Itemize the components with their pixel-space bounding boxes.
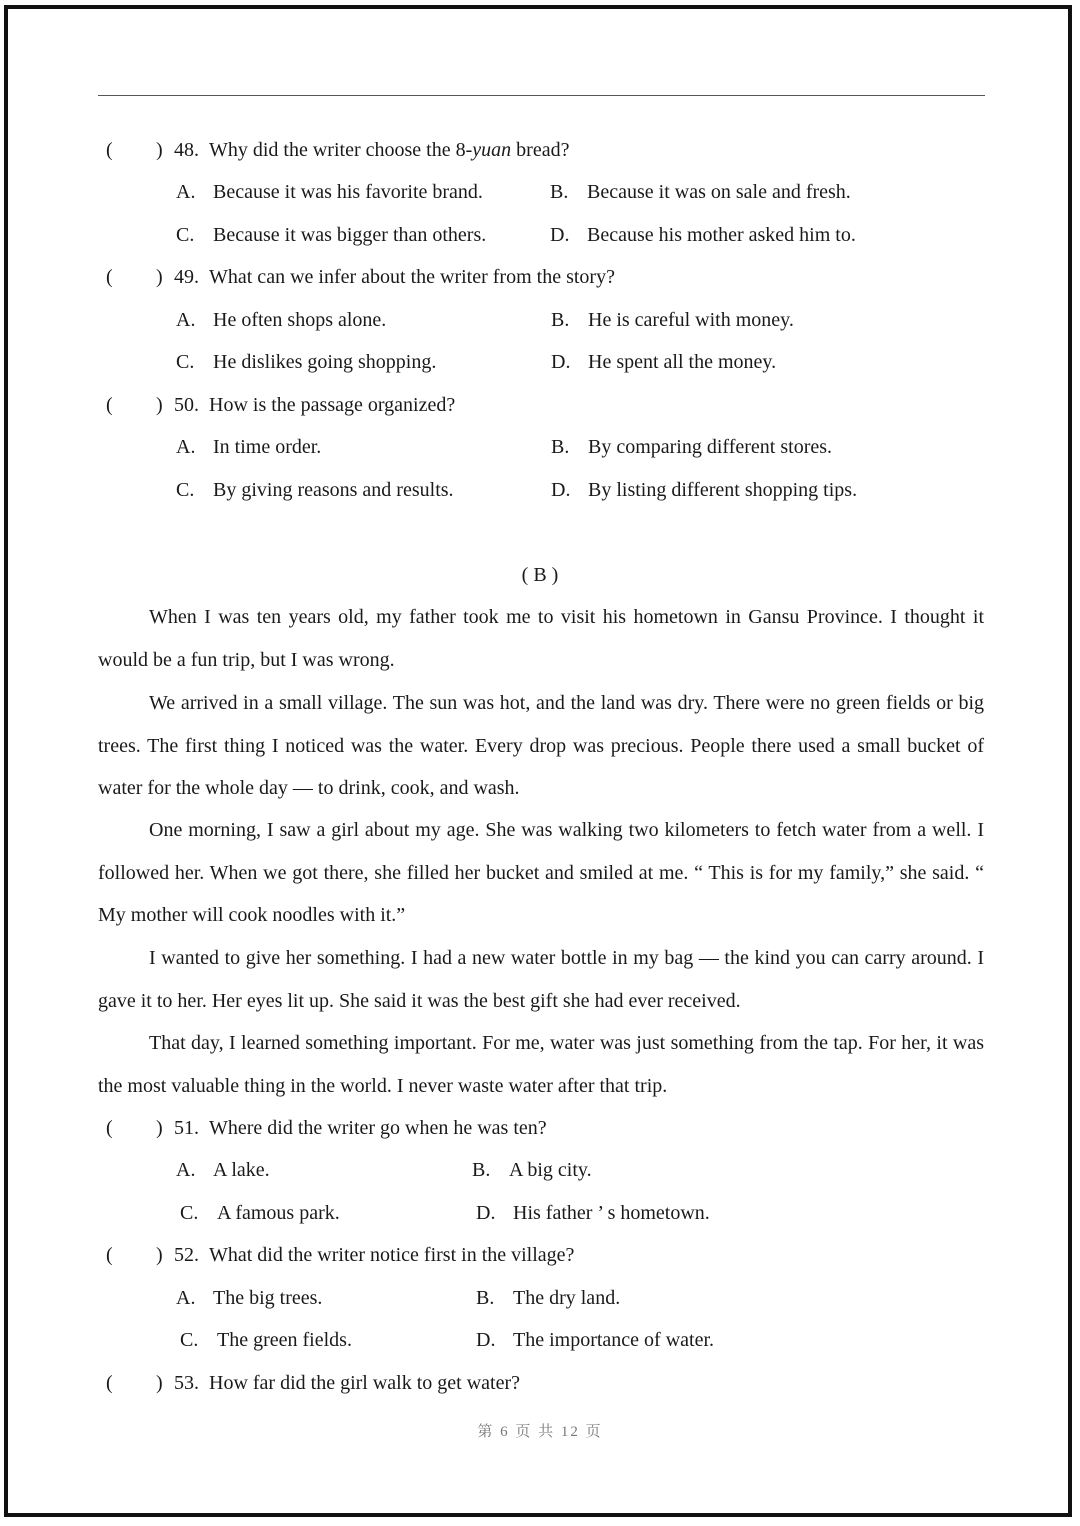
option-letter: C.: [176, 479, 195, 501]
option-letter: C.: [180, 1202, 199, 1224]
option-50-a: [176, 434, 321, 460]
option-48-a: [176, 179, 483, 205]
question-number: 52: [174, 1244, 194, 1266]
answer-bracket-close: ): [156, 394, 163, 416]
option-49-b: [551, 307, 794, 333]
option-text: He spent all the money.: [588, 351, 777, 373]
option-text: Because it was on sale and fresh.: [587, 181, 851, 203]
option-text: The importance of water.: [513, 1329, 715, 1351]
option-51-c: [180, 1200, 340, 1226]
option-text: Because it was bigger than others.: [213, 224, 487, 246]
question-text-part: How far did the girl walk to get water?: [209, 1372, 521, 1394]
option-letter: A.: [176, 181, 196, 203]
option-text: He often shops alone.: [213, 309, 387, 331]
question-text: 50. How is the passage organized?: [174, 394, 456, 416]
option-letter: B.: [551, 436, 570, 458]
option-51-a: [176, 1157, 270, 1183]
section-title: ( B ): [521, 564, 559, 586]
page-footer: 第 6 页 共 12 页: [477, 1424, 603, 1440]
option-letter: A.: [176, 1287, 196, 1309]
question-text: 52. What did the writer notice first in the village?: [174, 1244, 575, 1266]
option-letter: A.: [176, 1159, 196, 1181]
option-letter: B.: [472, 1159, 491, 1181]
passage-paragraph: When I was ten years old, my father took me to visit his hometown in Gansu Province. I thought it would be a fun trip, but I was wrong.: [98, 606, 984, 671]
option-49-c: [176, 349, 436, 375]
question-number: 51: [174, 1117, 194, 1139]
option-letter: C.: [176, 224, 195, 246]
option-letter: B.: [476, 1287, 495, 1309]
answer-bracket-close: ): [156, 266, 163, 288]
answer-bracket-close: ): [156, 1117, 163, 1139]
option-50-c: [176, 477, 454, 503]
question-text-part: What did the writer notice first in the village?: [209, 1244, 575, 1266]
question-text: 51. Where did the writer go when he was ten?: [174, 1117, 547, 1139]
answer-bracket-close: ): [156, 1372, 163, 1394]
header-rule: [98, 95, 985, 96]
answer-bracket-close: ): [156, 1244, 163, 1266]
option-51-b: [472, 1157, 592, 1183]
option-letter: C.: [180, 1329, 199, 1351]
option-text: He is careful with money.: [588, 309, 794, 331]
question-text-italic: yuan: [472, 139, 512, 161]
option-text: The green fields.: [217, 1329, 352, 1351]
option-49-d: [551, 349, 776, 375]
option-52-c: [180, 1327, 352, 1353]
question-text: 49. What can we infer about the writer from the story?: [174, 266, 615, 288]
option-text: He dislikes going shopping.: [213, 351, 437, 373]
question-text: 48. Why did the writer choose the 8-yuan bread?: [174, 139, 570, 161]
option-letter: C.: [176, 351, 195, 373]
option-letter: D.: [551, 351, 571, 373]
passage-paragraph: We arrived in a small village. The sun was hot, and the land was dry. There were no green fields or big trees. The first thing I noticed was the water. Every drop was precious. People there used a small bucket of water for the whole day — to drink, cook, and wash.: [98, 692, 984, 800]
option-letter: D.: [476, 1329, 496, 1351]
question-text-part: What can we infer about the writer from the story?: [209, 266, 615, 288]
option-48-c: [176, 222, 486, 248]
option-letter: D.: [476, 1202, 496, 1224]
option-text: By comparing different stores.: [588, 436, 833, 458]
option-52-d: [476, 1327, 714, 1353]
answer-bracket-open: (: [106, 1372, 113, 1394]
question-text: 53. How far did the girl walk to get water?: [174, 1372, 521, 1394]
answer-bracket-open: (: [106, 139, 113, 161]
option-letter: D.: [550, 224, 570, 246]
passage-paragraph: I wanted to give her something. I had a new water bottle in my bag — the kind you can carry around. I gave it to her. Her eyes lit up. She said it was the best gift she had ever received.: [98, 947, 984, 1012]
option-letter: B.: [551, 309, 570, 331]
option-text: A big city.: [509, 1159, 592, 1181]
option-text: By giving reasons and results.: [213, 479, 454, 501]
option-letter: A.: [176, 436, 196, 458]
answer-bracket-open: (: [106, 266, 113, 288]
option-48-d: [550, 222, 856, 248]
option-48-b: [550, 179, 851, 205]
question-text-part: Where did the writer go when he was ten?: [209, 1117, 547, 1139]
option-letter: B.: [550, 181, 569, 203]
option-letter: D.: [551, 479, 571, 501]
option-51-d: [476, 1200, 710, 1226]
option-text: The dry land.: [513, 1287, 621, 1309]
question-number: 48: [174, 139, 194, 161]
passage-paragraph: One morning, I saw a girl about my age. She was walking two kilometers to fetch water from a well. I followed her. When we got there, she filled her bucket and smiled at me. “ This is for my family,” she said. “ My mother will cook noodles with it.”: [98, 819, 984, 927]
answer-bracket-open: (: [106, 1244, 113, 1266]
option-text: A famous park.: [217, 1202, 340, 1224]
answer-bracket-close: ): [156, 139, 163, 161]
option-text: Because his mother asked him to.: [587, 224, 856, 246]
option-50-b: [551, 434, 832, 460]
option-52-b: [476, 1285, 620, 1311]
option-text: A lake.: [213, 1159, 270, 1181]
question-number: 49: [174, 266, 194, 288]
option-49-a: [176, 307, 386, 333]
option-50-d: [551, 477, 857, 503]
passage-paragraph: That day, I learned something important. For me, water was just something from the tap. For her, it was the most valuable thing in the world. I never waste water after that trip.: [98, 1032, 984, 1097]
option-text: Because it was his favorite brand.: [213, 181, 483, 203]
option-text: His father ’ s hometown.: [513, 1202, 710, 1224]
option-text: By listing different shopping tips.: [588, 479, 858, 501]
question-text-part: bread?: [511, 139, 570, 161]
question-text-part: How is the passage organized?: [209, 394, 456, 416]
question-number: 53: [174, 1372, 194, 1394]
option-52-a: [176, 1285, 322, 1311]
question-text-part: Why did the writer choose the 8-: [209, 139, 473, 161]
option-text: The big trees.: [213, 1287, 323, 1309]
option-text: In time order.: [213, 436, 322, 458]
answer-bracket-open: (: [106, 394, 113, 416]
answer-bracket-open: (: [106, 1117, 113, 1139]
question-number: 50: [174, 394, 194, 416]
option-letter: A.: [176, 309, 196, 331]
